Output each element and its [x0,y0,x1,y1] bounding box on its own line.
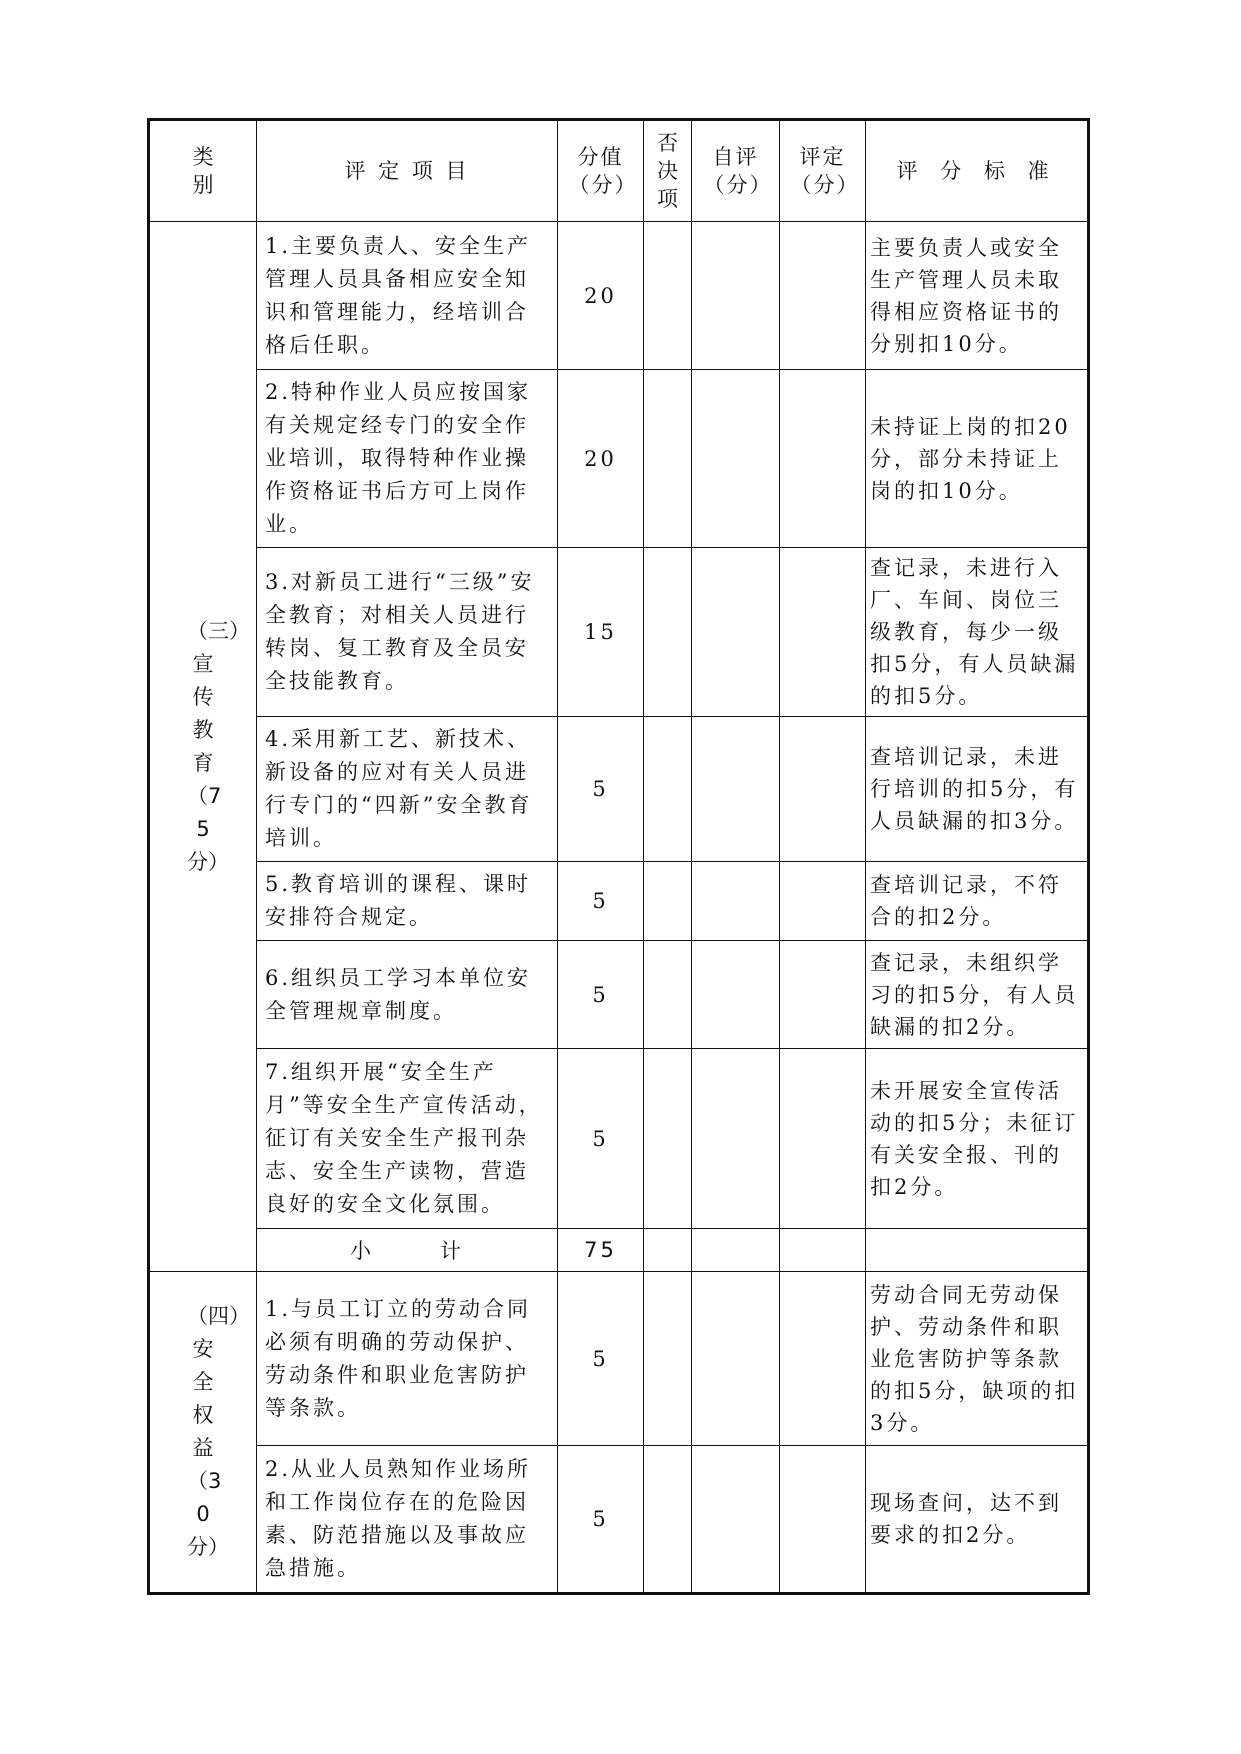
table-row [149,1446,1089,1594]
header-standard: 评 分 标 准 [866,120,1089,222]
table-row [149,1272,1089,1446]
veto-cell [644,1049,692,1229]
table-row [149,370,1089,548]
veto-cell [644,941,692,1049]
category-label: （三）宣传教育（75分） [187,618,250,874]
header-item: 评 定 项 目 [257,120,558,222]
item-text: 5.教育培训的课程、课时安排符合规定。 [257,862,558,941]
header-review: 评定（分） [780,120,866,222]
standard-text: 主要负责人或安全生产管理人员未取得相应资格证书的分别扣10分。 [866,222,1089,370]
standard-text: 查记录，未进行入厂、车间、岗位三级教育，每少一级扣5分，有人员缺漏的扣5分。 [866,548,1089,717]
item-text: 1.主要负责人、安全生产管理人员具备相应安全知识和管理能力，经培训合格后任职。 [257,222,558,370]
item-text: 6.组织员工学习本单位安全管理规章制度。 [257,941,558,1049]
item-text: 7.组织开展“安全生产月”等安全生产宣传活动，征订有关安全生产报刊杂志、安全生产读物，营造良好的安全文化氛围。 [257,1049,558,1229]
score-value: 5 [558,862,644,941]
header-category: 类别 [149,120,257,222]
header-self-eval: 自评（分） [692,120,780,222]
score-value: 20 [558,370,644,548]
veto-cell [644,1272,692,1446]
subtotal-row [149,1229,1089,1272]
header-score: 分值（分） [558,120,644,222]
table-row [149,862,1089,941]
score-value: 5 [558,941,644,1049]
table-row [149,717,1089,862]
item-text: 2.从业人员熟知作业场所和工作岗位存在的危险因素、防范措施以及事故应急措施。 [257,1446,558,1594]
item-text: 4.采用新工艺、新技术、新设备的应对有关人员进行专门的“四新”安全教育培训。 [257,717,558,862]
standard-text: 查培训记录，未进行培训的扣5分，有人员缺漏的扣3分。 [866,717,1089,862]
item-text: 1.与员工订立的劳动合同必须有明确的劳动保护、劳动条件和职业危害防护等条款。 [257,1272,558,1446]
score-value: 20 [558,222,644,370]
review-cell [780,370,866,548]
review-cell [780,941,866,1049]
table-row [149,1049,1089,1229]
header-veto: 否决项 [644,120,692,222]
standard-text: 现场查问，达不到要求的扣2分。 [866,1446,1089,1594]
self-eval-cell [692,1446,780,1594]
score-value: 5 [558,1049,644,1229]
self-eval-cell [692,548,780,717]
self-eval-cell [692,862,780,941]
table-row [149,548,1089,717]
review-cell [780,548,866,717]
veto-cell [644,222,692,370]
score-value: 5 [558,1272,644,1446]
self-eval-cell [692,1272,780,1446]
evaluation-table [147,118,1090,1595]
category-cell-section-4 [149,1272,257,1594]
self-eval-cell [692,370,780,548]
standard-text: 未开展安全宣传活动的扣5分；未征订有关安全报、刊的扣2分。 [866,1049,1089,1229]
self-eval-cell [692,717,780,862]
veto-cell [644,717,692,862]
review-cell [780,717,866,862]
subtotal-label [257,1229,558,1272]
review-cell [780,862,866,941]
review-cell [780,1272,866,1446]
veto-cell [644,1446,692,1594]
veto-cell [644,548,692,717]
table-row [149,941,1089,1049]
veto-cell [644,370,692,548]
subtotal-score: 75 [558,1229,644,1272]
item-text: 3.对新员工进行“三级”安全教育；对相关人员进行转岗、复工教育及全员安全技能教育。 [257,548,558,717]
self-eval-cell [692,1049,780,1229]
header-row [149,120,1089,222]
item-text: 2.特种作业人员应按国家有关规定经专门的安全作业培训，取得特种作业操作资格证书后方可上岗作业。 [257,370,558,548]
standard-cell [866,1229,1089,1272]
subtotal-label-b: 计 [440,1239,464,1263]
score-value: 5 [558,1446,644,1594]
category-label: （四）安全权益（30分） [187,1304,250,1559]
category-cell-section-3 [149,222,257,1272]
score-value: 5 [558,717,644,862]
score-value: 15 [558,548,644,717]
review-cell [780,1229,866,1272]
self-eval-cell [692,1229,780,1272]
review-cell [780,1446,866,1594]
standard-text: 查记录，未组织学习的扣5分，有人员缺漏的扣2分。 [866,941,1089,1049]
self-eval-cell [692,941,780,1049]
veto-cell [644,862,692,941]
standard-text: 查培训记录，不符合的扣2分。 [866,862,1089,941]
self-eval-cell [692,222,780,370]
veto-cell [644,1229,692,1272]
standard-text: 未持证上岗的扣20分，部分未持证上岗的扣10分。 [866,370,1089,548]
subtotal-label-a: 小 [350,1239,374,1263]
review-cell [780,222,866,370]
review-cell [780,1049,866,1229]
standard-text: 劳动合同无劳动保护、劳动条件和职业危害防护等条款的扣5分，缺项的扣3分。 [866,1272,1089,1446]
table-row [149,222,1089,370]
